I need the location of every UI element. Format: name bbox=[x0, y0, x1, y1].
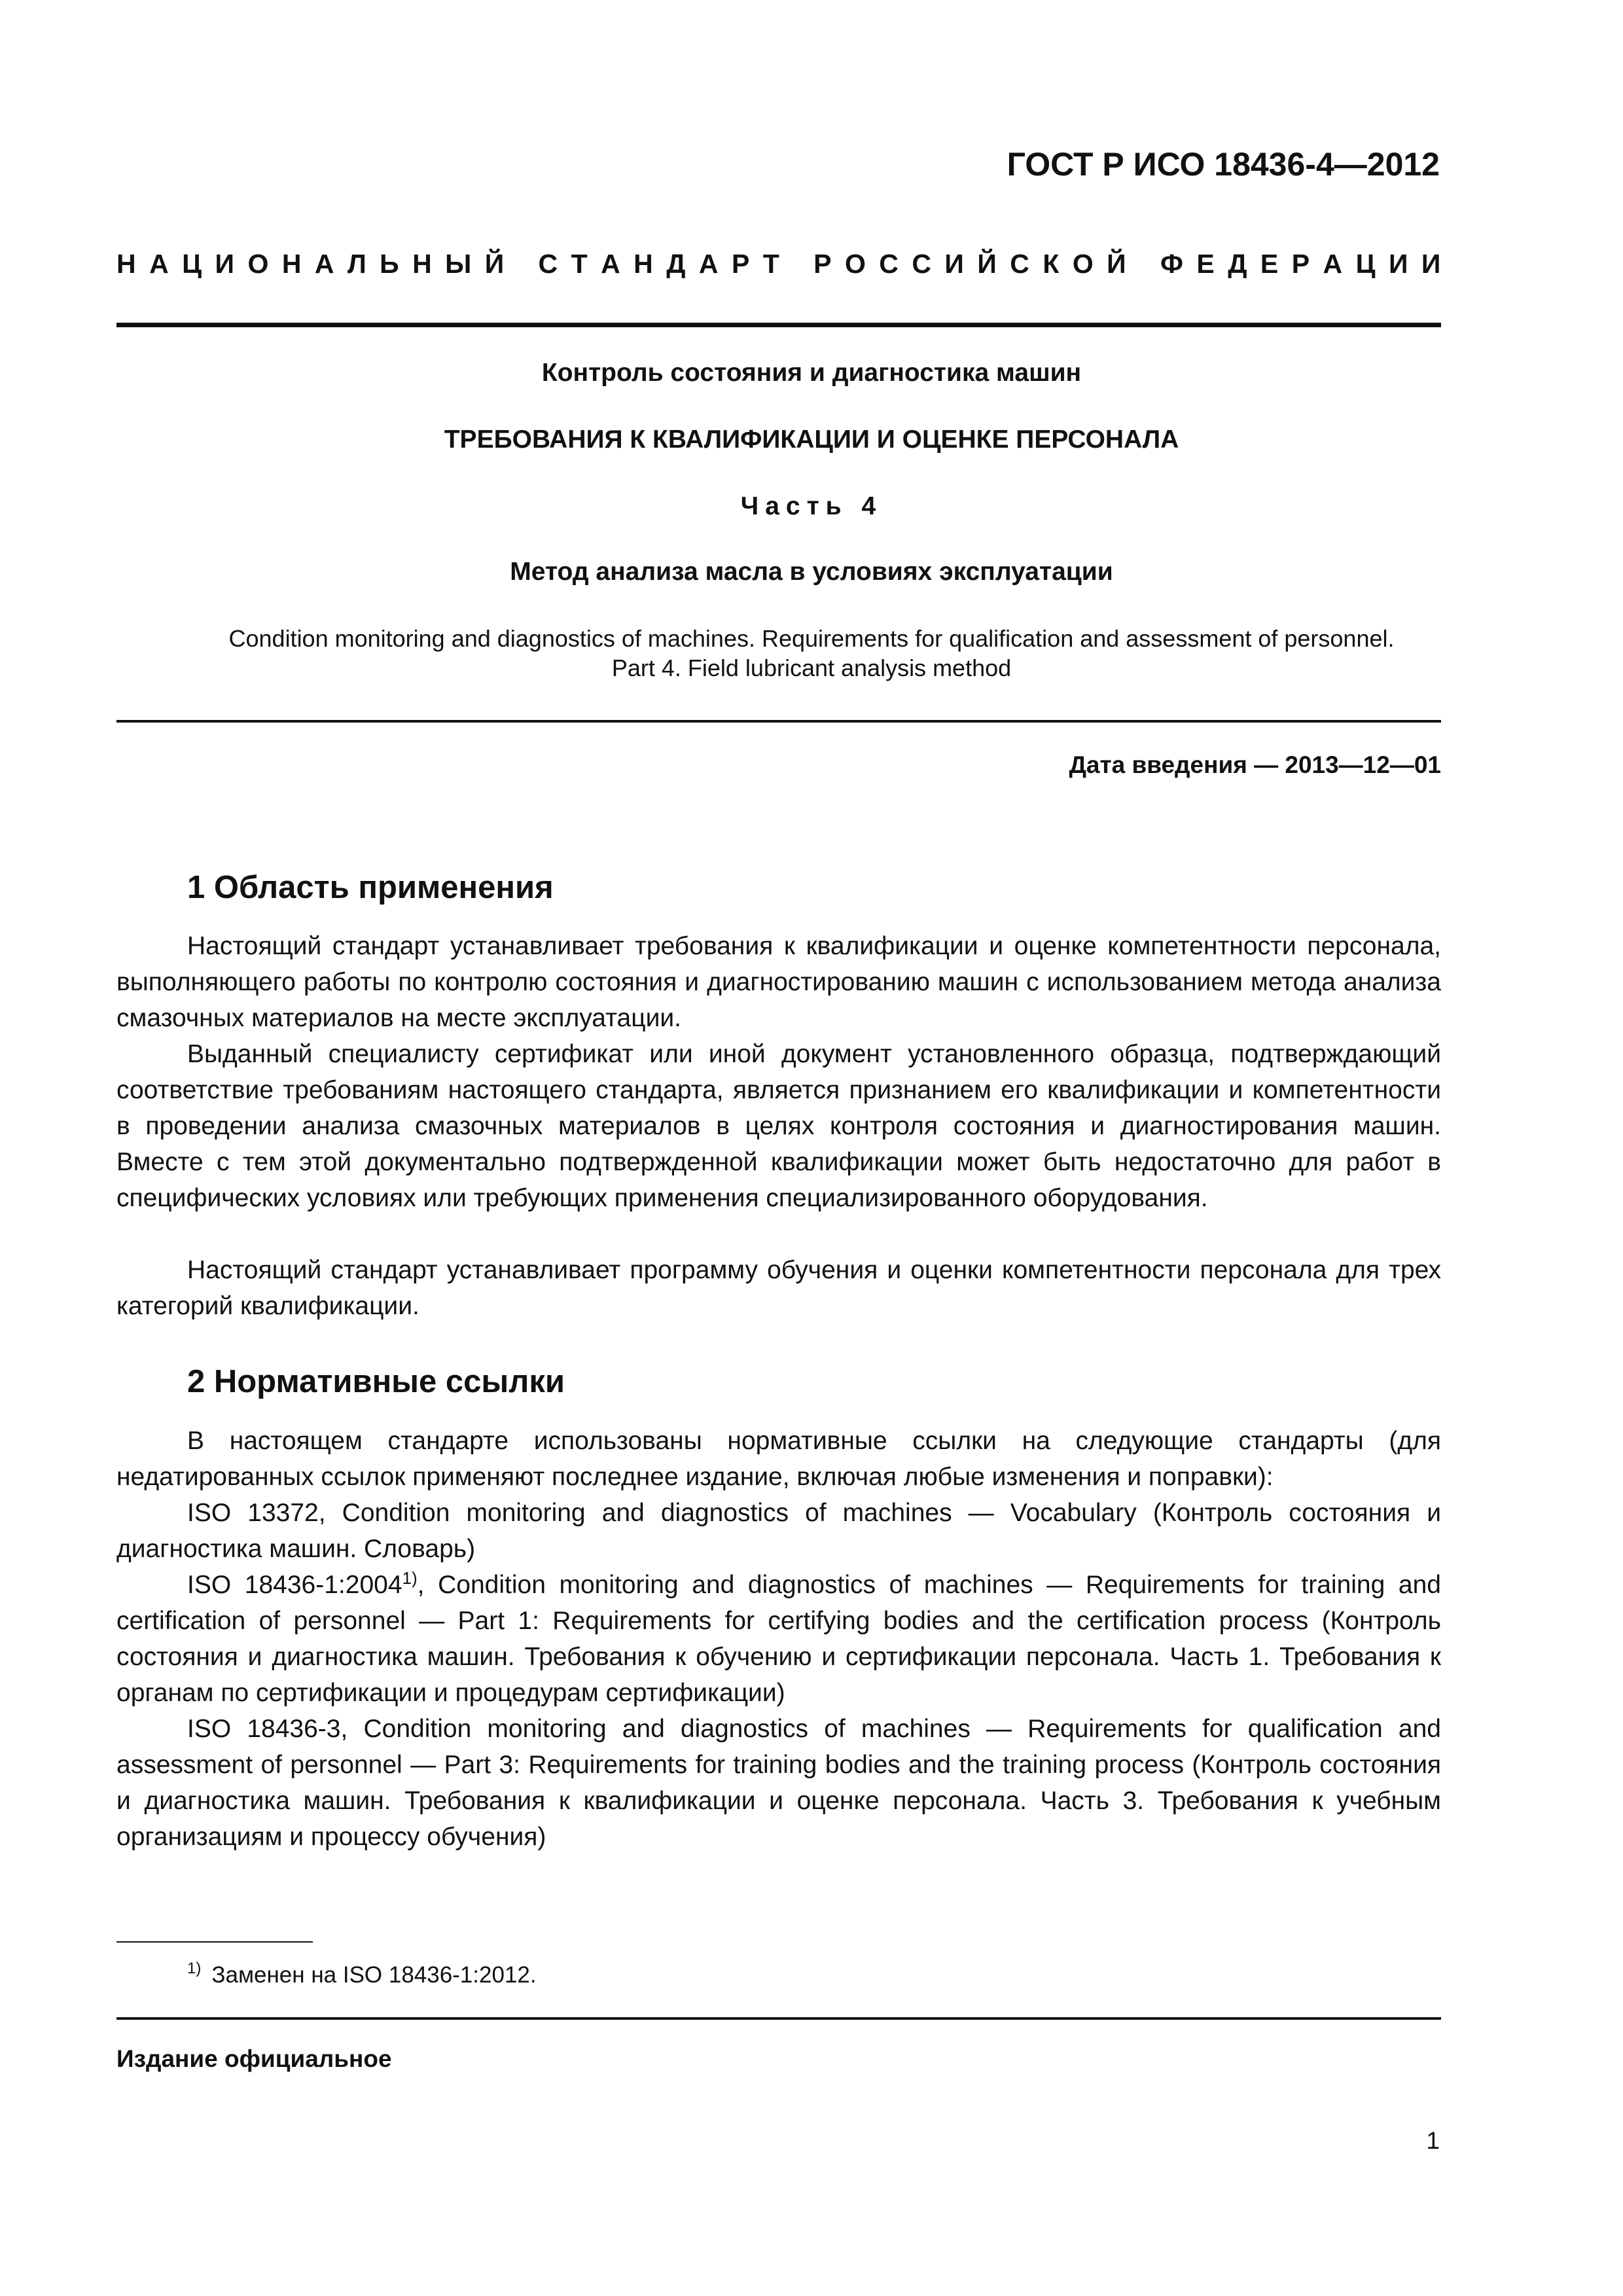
reference-iso-18436-1 bbox=[116, 1567, 1441, 1711]
national-title-letter: Й bbox=[977, 249, 997, 279]
edition-label: Издание официальное bbox=[116, 2045, 392, 2072]
reference-text: , Condition monitoring and diagnostics of machines — Requirements for training and certification of personnel — Part 1: Requirements for certifying bodies and the certification process (Контроль состояния и диагностика машин. Требования к обучению и сертификации персонала. Часть 1. Требования к органам по сертификации и процедурам сертификации) bbox=[116, 1571, 1441, 1707]
reference-code: ISO 18436-1:2004 bbox=[187, 1571, 402, 1599]
footnote-marker: 1) bbox=[402, 1568, 418, 1588]
national-title-letter: И bbox=[1421, 249, 1441, 279]
national-title-letter: Д bbox=[666, 249, 686, 279]
national-title-letter: С bbox=[912, 249, 931, 279]
national-title-letter: Ы bbox=[445, 249, 472, 279]
national-title-letter: Й bbox=[1107, 249, 1126, 279]
national-title-letter: А bbox=[149, 249, 169, 279]
section-2-heading: 2 Нормативные ссылки bbox=[187, 1364, 565, 1399]
title-divider bbox=[116, 720, 1441, 723]
national-title-letter: И bbox=[215, 249, 234, 279]
national-title-letter: С bbox=[879, 249, 899, 279]
national-title-letter: Т bbox=[762, 249, 779, 279]
section-1-paragraph-1: Настоящий стандарт устанавливает требования к квалификации и оценке компетентности персонала, выполняющего работы по контролю состояния и диагностированию машин с использованием метода анализа смазочных материалов на месте эксплуатации. bbox=[116, 932, 1441, 1032]
national-title-letter: Л bbox=[347, 249, 366, 279]
english-title-line-1: Condition monitoring and diagnostics of machines. Requirements for qualification and assessment of personnel. bbox=[228, 625, 1395, 652]
section-1-paragraph-2: Выданный специалисту сертификат или иной документ установленного образца, подтверждающий соответствие требованиям настоящего стандарта, является признанием его квалификации и компетентности в проведении анализа смазочных материалов в целях контроля состояния и диагностирования машин. Вместе с тем этой документально подтвержденной квалификации может быть недостаточно для работ в специфических условиях или требующих применения специализированного оборудования. bbox=[116, 1040, 1441, 1212]
page-number: 1 bbox=[1426, 2127, 1440, 2154]
national-title-letter: А bbox=[698, 249, 719, 279]
part-title: Метод анализа масла в условиях эксплуатации bbox=[510, 558, 1113, 586]
standard-title: Контроль состояния и диагностика машин bbox=[541, 359, 1082, 387]
section-2-intro: В настоящем стандарте использованы нормативные ссылки на следующие стандарты (для недатированных ссылок применяют последнее издание, включая любые изменения и поправки): bbox=[116, 1427, 1441, 1491]
national-title-letter: Т bbox=[571, 249, 588, 279]
national-title-letter: К bbox=[1043, 249, 1060, 279]
national-title-letter: О bbox=[844, 249, 866, 279]
national-title-letter: Ь bbox=[380, 249, 399, 279]
introduction-date: Дата введения — 2013—12—01 bbox=[1069, 751, 1441, 778]
national-title-letter: Ц bbox=[182, 249, 202, 279]
national-title-letter bbox=[518, 249, 525, 279]
national-title-letter: А bbox=[601, 249, 620, 279]
national-title-letter: Н bbox=[633, 249, 653, 279]
english-title-line-2: Part 4. Field lubricant analysis method bbox=[611, 655, 1012, 681]
national-standard-title bbox=[116, 249, 1441, 279]
reference-iso-13372: ISO 13372, Condition monitoring and diagnostics of machines — Vocabulary (Контроль состояния и диагностика машин. Словарь) bbox=[116, 1499, 1441, 1563]
standard-subtitle: ТРЕБОВАНИЯ К КВАЛИФИКАЦИИ И ОЦЕНКЕ ПЕРСОНАЛА bbox=[444, 425, 1179, 454]
national-title-letter: И bbox=[1388, 249, 1408, 279]
national-title-letter: Н bbox=[116, 249, 136, 279]
national-title-letter: Р bbox=[813, 249, 832, 279]
national-title-letter: О bbox=[1072, 249, 1094, 279]
national-title-letter bbox=[1139, 249, 1147, 279]
national-title-letter: С bbox=[1010, 249, 1029, 279]
national-title-letter bbox=[793, 249, 800, 279]
part-label: Часть 4 bbox=[740, 492, 883, 520]
national-title-letter: О bbox=[247, 249, 269, 279]
national-title-letter: А bbox=[314, 249, 334, 279]
national-title-letter: Р bbox=[1291, 249, 1310, 279]
national-title-letter: Р bbox=[731, 249, 750, 279]
national-title-letter: С bbox=[538, 249, 558, 279]
national-title-letter: А bbox=[1323, 249, 1343, 279]
national-title-letter: И bbox=[944, 249, 964, 279]
national-title-letter: Н bbox=[412, 249, 432, 279]
footnote-text: Заменен на ISO 18436-1:2012. bbox=[211, 1962, 537, 1988]
reference-iso-18436-3: ISO 18436-3, Condition monitoring and diagnostics of machines — Requirements for qualification and assessment of personnel — Part 3: Requirements for training bodies and the training process (Контроль состояния и диагностика машин. Требования к квалификации и оценке персонала. Часть 3. Требования к учебным организациям и процессу обучения) bbox=[116, 1715, 1441, 1851]
footer-divider bbox=[116, 2017, 1441, 2020]
national-title-letter: Н bbox=[281, 249, 302, 279]
footnote bbox=[187, 1962, 537, 1988]
national-title-letter: Й bbox=[484, 249, 505, 279]
top-divider bbox=[116, 323, 1441, 327]
footnote-mark: 1) bbox=[187, 1960, 202, 1977]
document-code: ГОСТ Р ИСО 18436-4—2012 bbox=[1007, 146, 1440, 183]
national-title-letter: Д bbox=[1228, 249, 1247, 279]
national-title-letter: Ц bbox=[1355, 249, 1376, 279]
section-1-heading: 1 Область применения bbox=[187, 870, 554, 905]
section-1-paragraph-3: Настоящий стандарт устанавливает программу обучения и оценки компетентности персонала для трех категорий квалификации. bbox=[116, 1256, 1441, 1320]
footnote-divider bbox=[116, 1941, 313, 1943]
national-title-letter: Ф bbox=[1160, 249, 1183, 279]
national-title-letter: Е bbox=[1260, 249, 1279, 279]
national-title-letter: Е bbox=[1196, 249, 1215, 279]
